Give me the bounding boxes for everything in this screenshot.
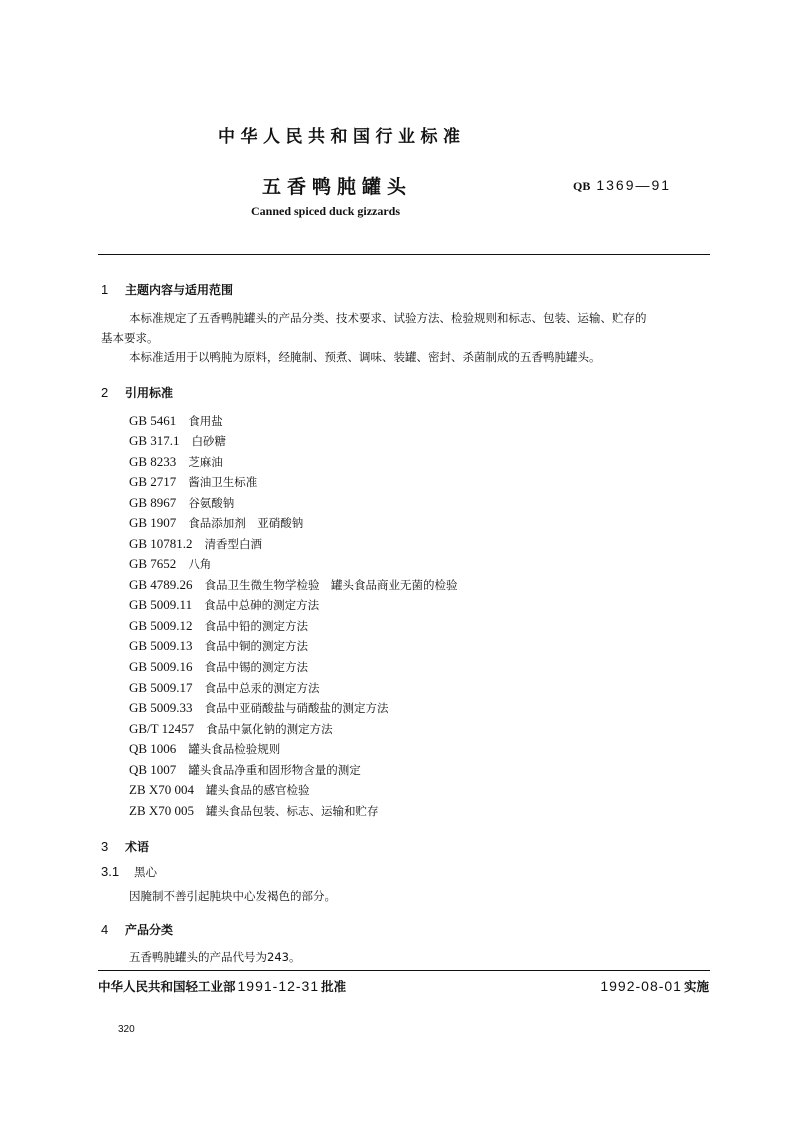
reference-item: GB/T 12457 食品中氯化钠的测定方法 <box>129 721 333 736</box>
effective-date: 1992-08-01 <box>600 978 682 994</box>
section-heading-4: 4 产品分类 <box>101 922 174 937</box>
approver: 中华人民共和国轻工业部 <box>98 979 236 994</box>
term-definition: 因腌制不善引起肫块中心发褐色的部分。 <box>129 889 336 903</box>
document-title-cn: 五香鸭肫罐头 <box>262 176 413 198</box>
footer-divider <box>98 970 710 971</box>
reference-item: QB 1007 罐头食品净重和固形物含量的测定 <box>129 762 361 777</box>
approve-date: 1991-12-31 <box>237 978 320 994</box>
reference-item: QB 1006 罐头食品检验规则 <box>129 741 281 756</box>
reference-item: GB 5009.11 食品中总砷的测定方法 <box>129 597 320 612</box>
reference-item: GB 10781.2 清香型白酒 <box>129 536 263 551</box>
section-heading-1: 1 主题内容与适用范围 <box>101 282 234 297</box>
reference-item: GB 5009.12 食品中铅的测定方法 <box>129 618 309 633</box>
reference-item: GB 2717 酱油卫生标准 <box>129 474 258 489</box>
effective-label: 实施 <box>683 979 709 994</box>
section-heading-3: 3 术语 <box>101 839 150 854</box>
reference-item: GB 1907 食品添加剂 亚硝酸钠 <box>129 515 304 530</box>
subsection-3-1 <box>101 864 157 880</box>
standard-prefix: QB <box>573 179 591 193</box>
reference-item: GB 5009.33 食品中亚硝酸盐与硝酸盐的测定方法 <box>129 700 389 715</box>
header-divider <box>98 254 710 255</box>
approve-label: 批准 <box>321 979 347 994</box>
reference-item: GB 8967 谷氨酸钠 <box>129 495 235 510</box>
term: 黑心 <box>134 865 157 879</box>
section-1-paragraph-1: 本标准规定了五香鸭肫罐头的产品分类、技术要求、试验方法、检验规则和标志、包装、运输、贮存的 <box>129 311 647 325</box>
reference-item: GB 5009.17 食品中总汞的测定方法 <box>129 680 320 695</box>
standard-number: 1369—91 <box>596 177 672 193</box>
approval-info <box>98 977 346 995</box>
page-number: 320 <box>118 1024 135 1035</box>
subsection-number: 3.1 <box>101 864 120 879</box>
standard-code <box>573 177 671 194</box>
section-1-paragraph-2: 本标准适用于以鸭肫为原料，经腌制、预煮、调味、装罐、密封、杀菌制成的五香鸭肫罐头。 <box>129 350 601 364</box>
document-title-en: Canned spiced duck gizzards <box>251 204 401 218</box>
reference-item: GB 8233 芝麻油 <box>129 454 223 469</box>
reference-item: GB 5009.16 食品中锡的测定方法 <box>129 659 309 674</box>
reference-item: GB 7652 八角 <box>129 556 212 571</box>
reference-item: GB 5461 食用盐 <box>129 413 223 428</box>
issuer-title: 中华人民共和国行业标准 <box>218 127 466 147</box>
section-1-paragraph-1-cont: 基本要求。 <box>101 331 159 345</box>
section-4-paragraph: 五香鸭肫罐头的产品代号为243。 <box>129 950 301 964</box>
reference-item: ZB X70 005 罐头食品包装、标志、运输和贮存 <box>129 803 379 818</box>
reference-item: GB 317.1 白砂糖 <box>129 433 227 448</box>
reference-item: ZB X70 004 罐头食品的感官检验 <box>129 782 310 797</box>
section-heading-2: 2 引用标准 <box>101 385 174 400</box>
reference-item: GB 4789.26 食品卫生微生物学检验 罐头食品商业无菌的检验 <box>129 577 458 592</box>
effective-info <box>600 977 709 995</box>
reference-item: GB 5009.13 食品中铜的测定方法 <box>129 638 309 653</box>
